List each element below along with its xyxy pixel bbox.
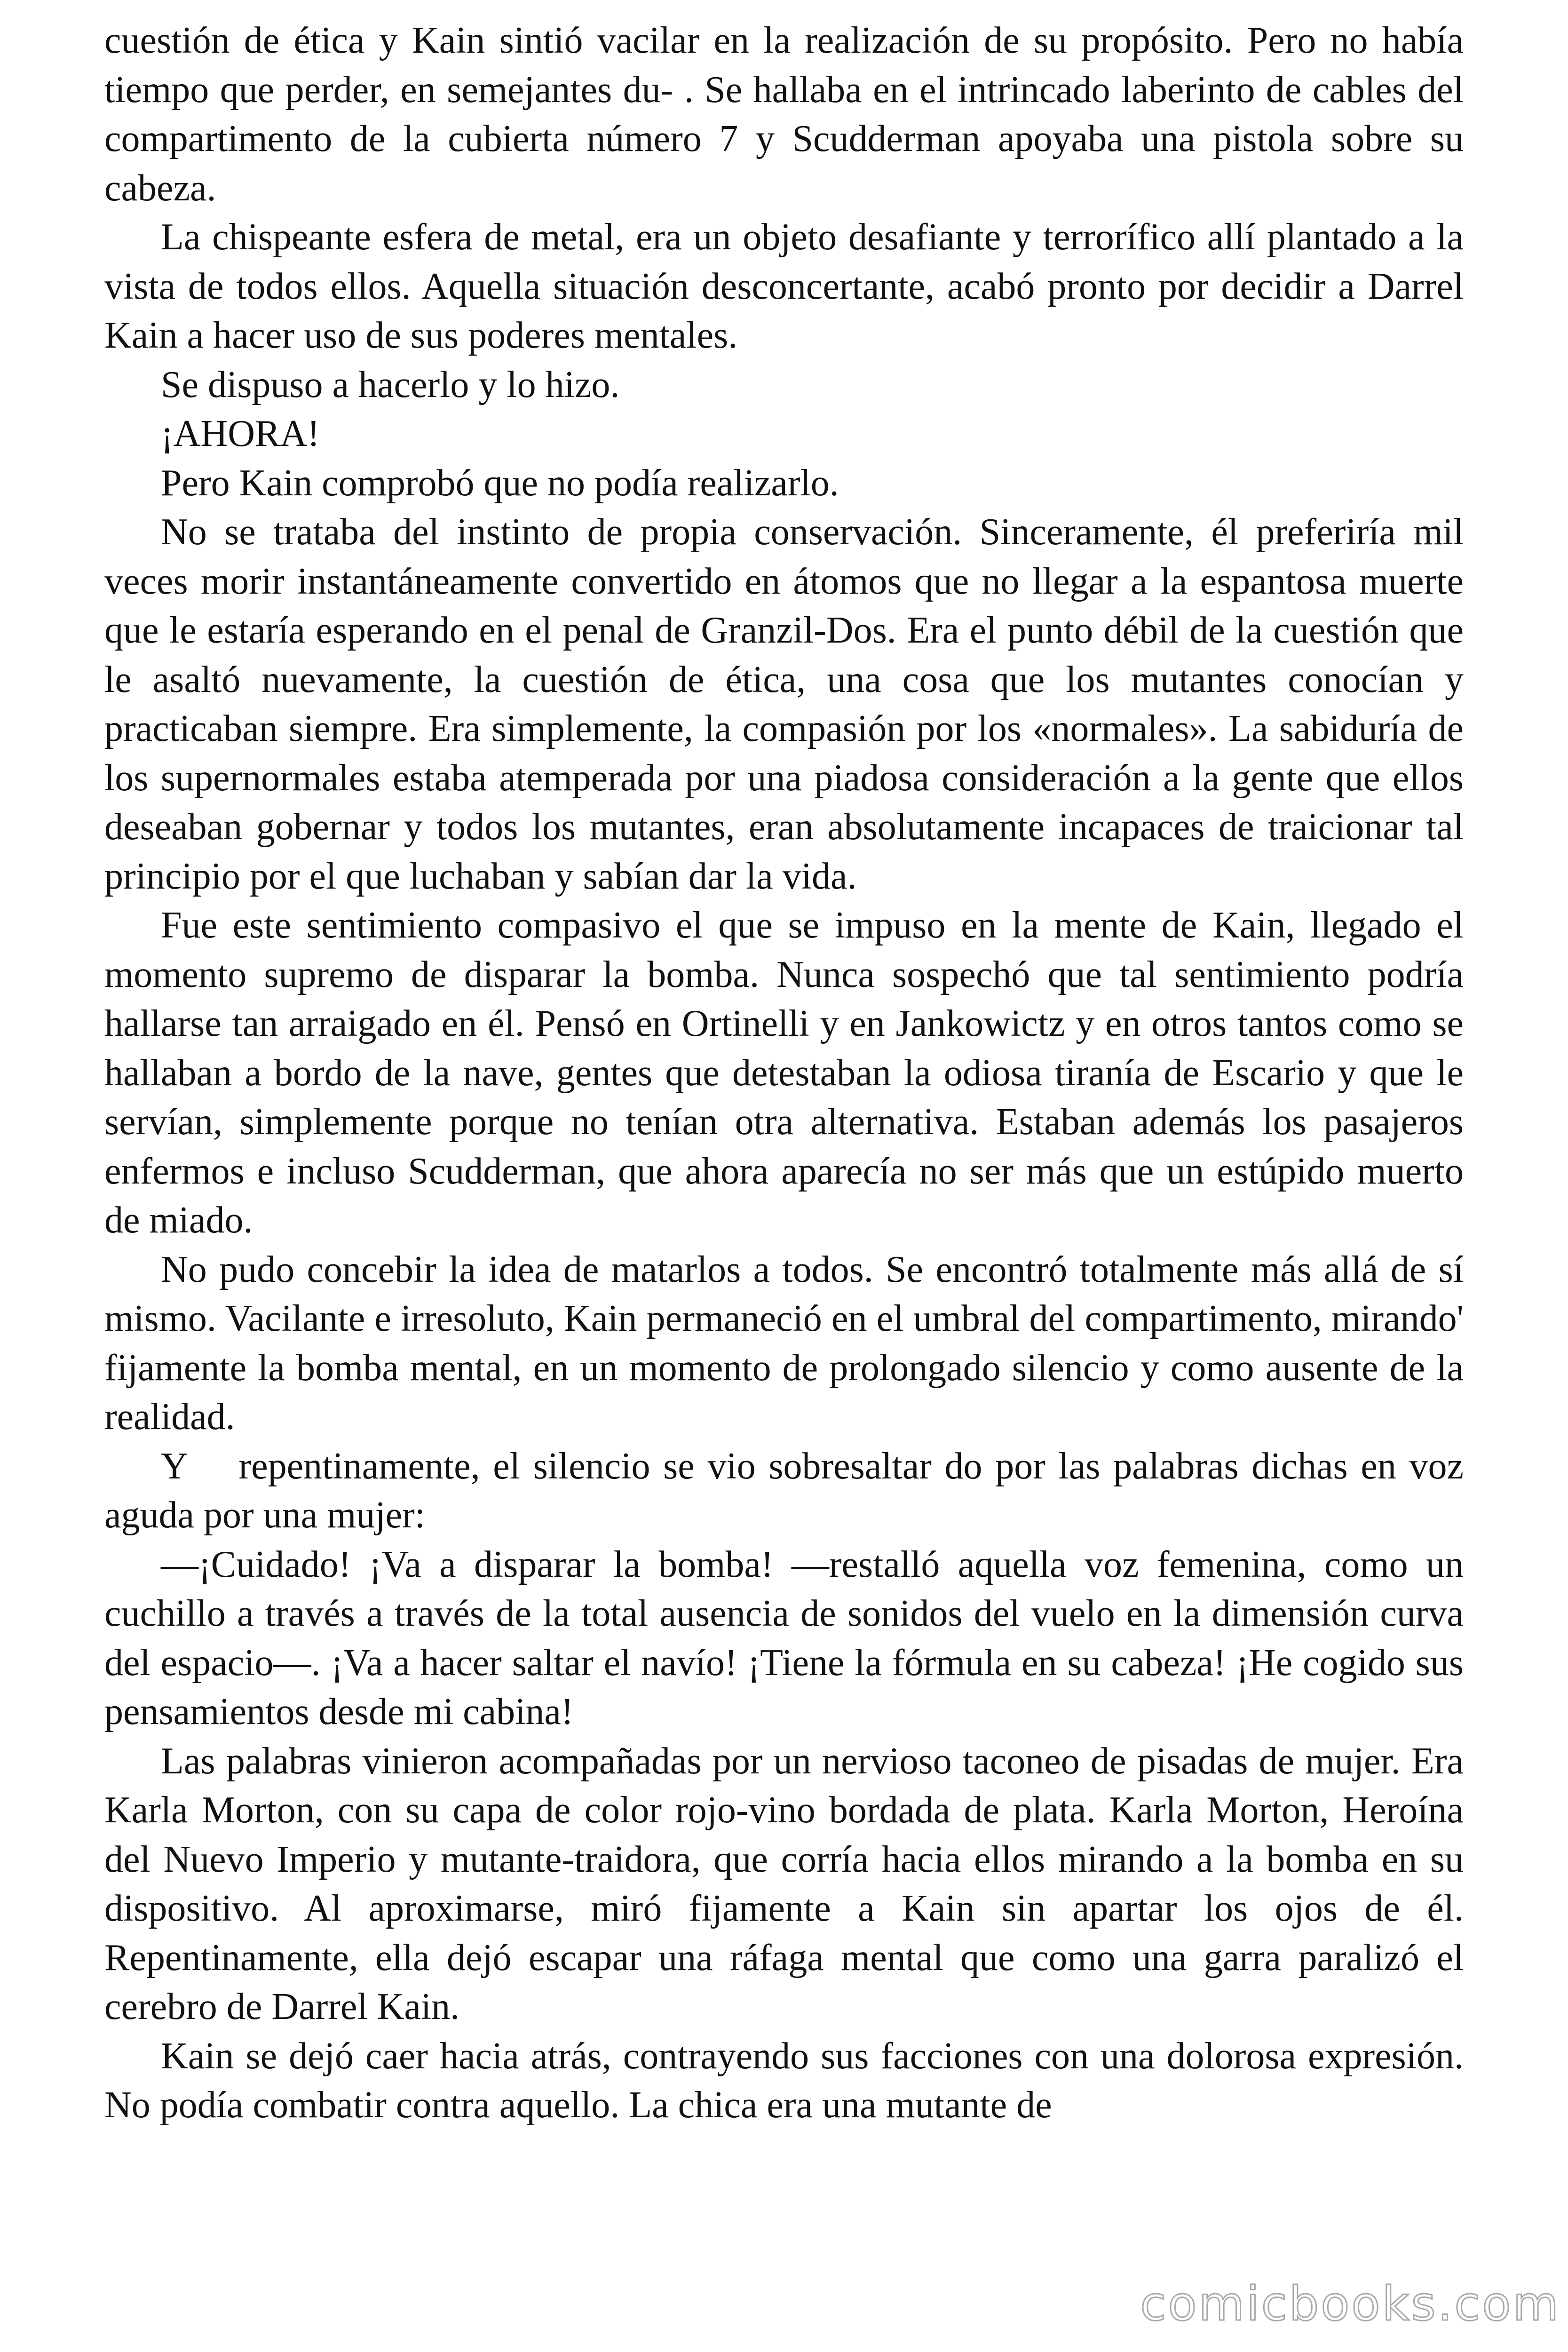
paragraph-1: cuestión de ética y Kain sintió vacilar en la realización de su propósito. Pero no había tiempo que perder, en semejantes du- . Se hallaba en el intrincado laberinto de cables del compartimento de la cubierta número 7 y Scudderman apoyaba una pistola sobre su cabeza.: [104, 20, 1464, 209]
paragraph-11: Las palabras vinieron acompañadas por un nervioso taconeo de pisadas de mujer. Era Karla Morton, con su capa de color rojo-vino bordada de plata. Karla Morton, Heroína del Nuevo Imperio y mutante-traidora, que corría hacia ellos mirando a la bomba en su dispositivo. Al aproximarse, miró fijamente a Kain sin apartar los ojos de él. Repentinamente, ella dejó escapar una ráfaga mental que como una garra paralizó el cerebro de Darrel Kain.: [104, 1740, 1464, 2027]
paragraph-2: La chispeante esfera de metal, era un objeto desafiante y terrorífico allí plantado a la vista de todos ellos. Aquella situación desconcertante, acabó pronto por decidir a Darrel Kain a hacer uso de sus poderes mentales.: [104, 216, 1464, 356]
paragraph-7: Fue este sentimiento compasivo el que se impuso en la mente de Kain, llegado el momento supremo de disparar la bomba. Nunca sospechó que tal sentimiento podría hallarse tan arraigado en él. Pensó en Ortinelli y en Jankowictz y en otros tantos como se hallaban a bordo de la nave, gentes que detestaban la odiosa tiranía de Escario y que le servían, simplemente porque no tenían otra alternativa. Estaban además los pasajeros enfermos e incluso Scudderman, que ahora aparecía no ser más que un estúpido muerto de miado.: [104, 905, 1464, 1241]
paragraph-4: ¡AHORA!: [161, 413, 320, 454]
paragraph-6: No se trataba del instinto de propia conservación. Sinceramente, él preferiría mil veces morir instantáneamente convertido en átomos que no llegar a la espantosa muerte que le estaría esperando en el penal de Granzil-Dos. Era el punto débil de la cuestión que le asaltó nuevamente, la cuestión de ética, una cosa que los mutantes conocían y practicaban siempre. Era simplemente, la compasión por los «normales». La sabiduría de los supernormales estaba atemperada por una piadosa consideración a la gente que ellos deseaban gobernar y todos los mutantes, eran absolutamente incapaces de traicionar tal principio por el que luchaban y sabían dar la vida.: [104, 511, 1464, 897]
paragraph-3: Se dispuso a hacerlo y lo hizo.: [161, 364, 620, 405]
paragraph-12: Kain se dejó caer hacia atrás, contrayendo sus facciones con una dolorosa expresión. No podía combatir contra aquello. La chica era una mutante de: [104, 2035, 1464, 2126]
watermark: comicbooks.com: [1140, 2276, 1560, 2331]
book-page: [104, 16, 1473, 2130]
paragraph-10: —¡Cuidado! ¡Va a disparar la bomba! —restalló aquella voz femenina, como un cuchillo a través a través de la total ausencia de sonidos del vuelo en la dimensión curva del espacio—. ¡Va a hacer saltar el navío! ¡Tiene la fórmula en su cabeza! ¡He cogido sus pensamientos desde mi cabina!: [104, 1543, 1464, 1732]
paragraph-8: No pudo concebir la idea de matarlos a todos. Se encontró totalmente más allá de sí mismo. Vacilante e irresoluto, Kain permaneció en el umbral del compartimento, mirando' fijamente la bomba mental, en un momento de prolongado silencio y como ausente de la realidad.: [104, 1248, 1464, 1438]
paragraph-9: Y repentinamente, el silencio se vio sobresaltar do por las palabras dichas en voz aguda por una mujer:: [104, 1445, 1473, 1536]
paragraph-5: Pero Kain comprobó que no podía realizarlo.: [161, 462, 839, 504]
